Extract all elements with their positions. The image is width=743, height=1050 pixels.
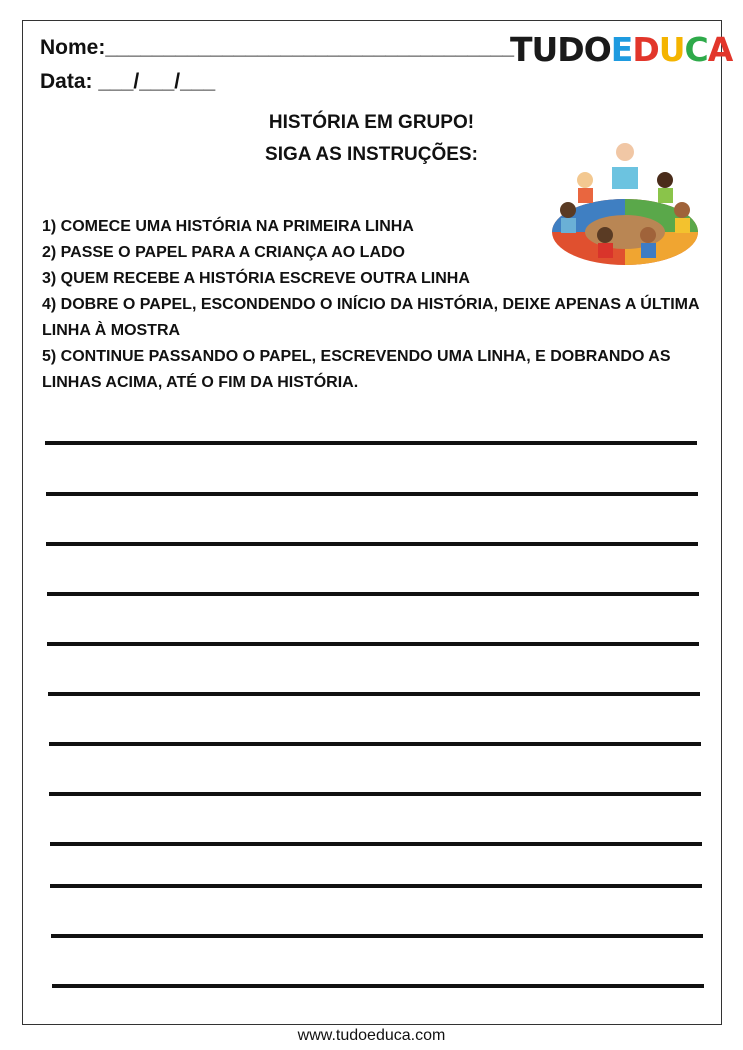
logo-letter: A — [707, 30, 733, 69]
instruction-item: 4) DOBRE O PAPEL, ESCONDENDO O INÍCIO DA HISTÓRIA, DEIXE APENAS A ÚLTIMA LINHA À MOSTRA — [42, 296, 699, 339]
logo-text: TUDO — [510, 30, 611, 69]
writing-line[interactable] — [47, 642, 699, 646]
writing-line[interactable] — [46, 492, 698, 496]
writing-line[interactable] — [50, 884, 702, 888]
title: HISTÓRIA EM GRUPO! — [268, 112, 475, 133]
logo-letters — [611, 30, 733, 69]
date-field[interactable]: Data: ___/___/___ — [40, 70, 216, 93]
logo-letter: E — [610, 30, 633, 69]
writing-line[interactable] — [47, 592, 699, 596]
instruction-item: 1) COMECE UMA HISTÓRIA NA PRIMEIRA LINHA — [42, 218, 414, 235]
tudoeduca-logo — [510, 30, 732, 69]
subtitle: SIGA AS INSTRUÇÕES: — [265, 144, 478, 165]
writing-line[interactable] — [48, 692, 700, 696]
instruction-item: 3) QUEM RECEBE A HISTÓRIA ESCREVE OUTRA LINHA — [42, 270, 470, 287]
instruction-item: 5) CONTINUE PASSANDO O PAPEL, ESCREVENDO UMA LINHA, E DOBRANDO AS LINHAS ACIMA, ATÉ O FIM DA HISTÓRIA. — [42, 348, 671, 391]
instruction-item: 2) PASSE O PAPEL PARA A CRIANÇA AO LADO — [42, 244, 405, 261]
writing-line[interactable] — [51, 934, 703, 938]
writing-line[interactable] — [49, 742, 701, 746]
writing-line[interactable] — [46, 542, 698, 546]
footer-url: www.tudoeduca.com — [297, 1027, 446, 1044]
instructions-list — [42, 214, 712, 396]
writing-line[interactable] — [49, 792, 701, 796]
logo-letter: U — [658, 30, 685, 69]
logo-letter: D — [632, 30, 659, 69]
writing-line[interactable] — [45, 441, 697, 445]
logo-letter: C — [684, 30, 708, 69]
writing-line[interactable] — [50, 842, 702, 846]
writing-line[interactable] — [52, 984, 704, 988]
name-field[interactable]: Nome:___________________________________ — [40, 36, 515, 59]
